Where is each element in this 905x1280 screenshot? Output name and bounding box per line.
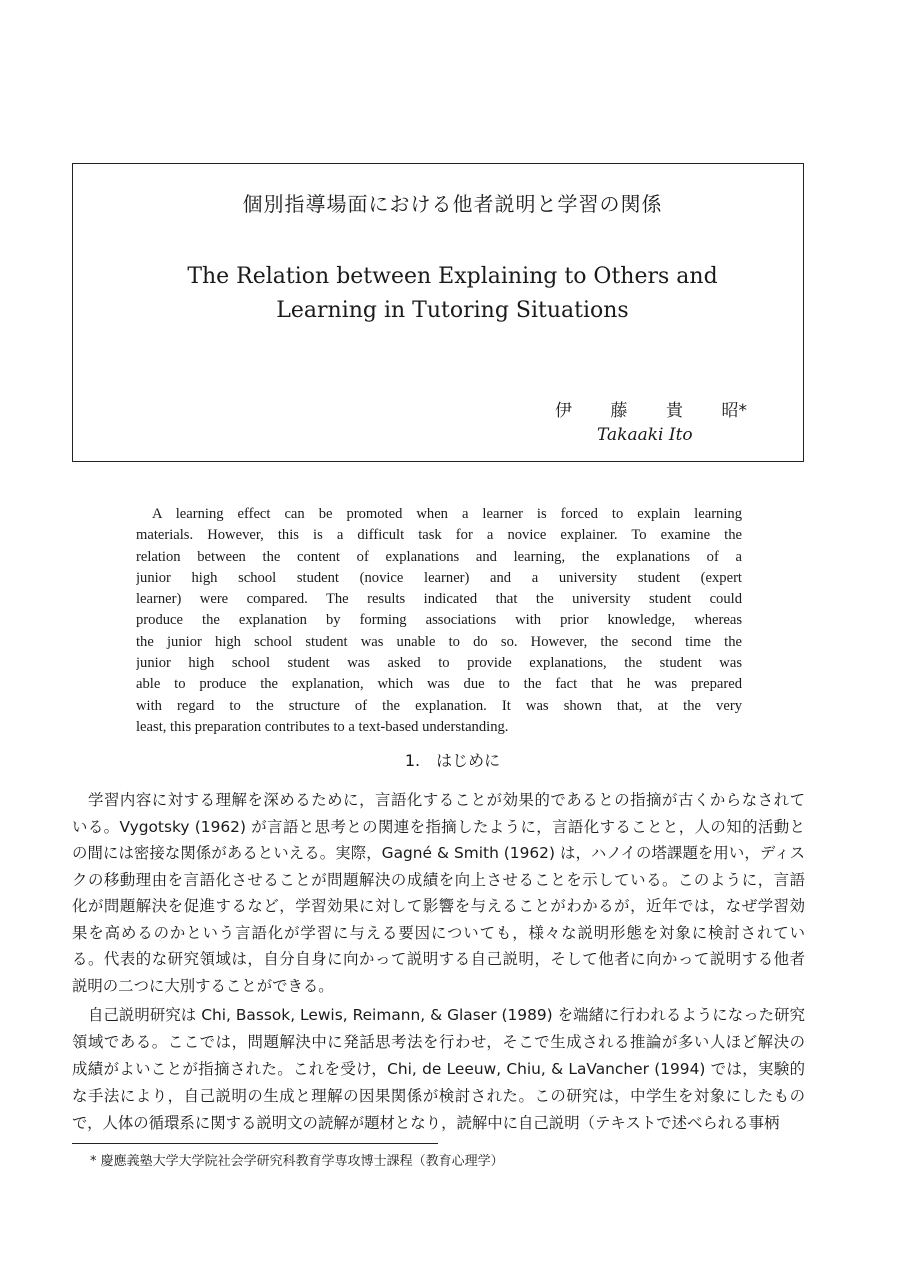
text-line: learner) were compared. The results indicated that the university student could	[136, 591, 742, 608]
text-line: produce the explanation by forming associations with prior knowledge, whereas	[136, 612, 742, 629]
text-line: る。代表的な研究領域は，自分自身に向かって説明する自己説明，そして他者に向かって説明する他者	[72, 950, 805, 968]
text-line: 成績がよいことが指摘された。これを受け，Chi, de Leeuw, Chiu, & LaVancher (1994) では，実験的	[72, 1060, 805, 1078]
footnote-rule	[72, 1143, 438, 1144]
text-line: the junior high school student was unable to do so. However, the second time the	[136, 633, 742, 650]
paragraph-1	[72, 787, 805, 999]
author-char: 貴	[666, 401, 683, 421]
text-line: relation between the content of explanations and learning, the explanations of a	[136, 548, 742, 565]
text-line: materials. However, this is a difficult task for a novice explainer. To examine the	[136, 527, 742, 544]
text-line: 果を高めるのかという言語化が学習に与える要因についても，様々な説明形態を対象に検討されてい	[72, 923, 805, 942]
title-english-line-1: The Relation between Explaining to Others and	[187, 264, 718, 289]
text-line: A learning effect can be promoted when a learner is forced to explain learning	[152, 506, 742, 522]
text-line: な手法により，自己説明の生成と理解の因果関係が検討された。この研究は，中学生を対象にしたもの	[72, 1087, 805, 1105]
text-line: いる。Vygotsky (1962) が言語と思考との関連を指摘したように，言語化することと，人の知的活動と	[72, 817, 805, 836]
author-japanese	[555, 396, 747, 421]
section-heading: 1. はじめに	[404, 751, 501, 770]
text-line: 学習内容に対する理解を深めるために，言語化することが効果的であるとの指摘が古くからなされて	[88, 791, 805, 809]
text-line: の間には密接な関係があるといえる。実際，Gagné & Smith (1962) は，ハノイの塔課題を用い，ディス	[72, 844, 805, 862]
text-line: 領域である。ここでは，問題解決中に発話思考法を行わせ，そこで生成される推論が多い人ほど解決の	[72, 1033, 805, 1051]
author-char: 藤	[610, 401, 628, 421]
author-english: Takaaki Ito	[597, 425, 693, 445]
text-line: junior high school student was asked to provide explanations, the student was	[136, 655, 742, 672]
text-line: least, this preparation contributes to a text-based understanding.	[136, 718, 509, 735]
text-line: 化が問題解決を促進するなど，学習効果に対して影響を与えることがわかるが，近年では，なぜ学習効	[72, 897, 805, 915]
text-line: able to produce the explanation, which was due to the fact that he was prepared	[136, 676, 742, 693]
text-line: junior high school student (novice learner) and a university student (expert	[136, 569, 742, 586]
title-japanese: 個別指導場面における他者説明と学習の関係	[242, 192, 663, 216]
title-english-line-2: Learning in Tutoring Situations	[276, 298, 629, 323]
text-line: 自己説明研究は Chi, Bassok, Lewis, Reimann, & Glaser (1989) を端緒に行われるようになった研究	[88, 1006, 805, 1024]
text-line: with regard to the structure of the explanation. It was shown that, at the very	[136, 697, 742, 714]
text-line: 説明の二つに大別することができる。	[72, 976, 334, 995]
author-char: 伊	[555, 401, 572, 421]
author-char: 昭*	[721, 401, 747, 421]
text-line: クの移動理由を言語化させることが問題解決の成績を向上させることを示している。このように，言語	[72, 870, 805, 889]
footnote: * 慶應義塾大学大学院社会学研究科教育学専攻博士課程（教育心理学）	[90, 1154, 504, 1169]
abstract	[136, 504, 742, 738]
text-line: で，人体の循環系に関する説明文の読解が題材となり，読解中に自己説明（テキストで述べられる事柄	[72, 1114, 780, 1132]
paragraph-2	[72, 1002, 805, 1137]
